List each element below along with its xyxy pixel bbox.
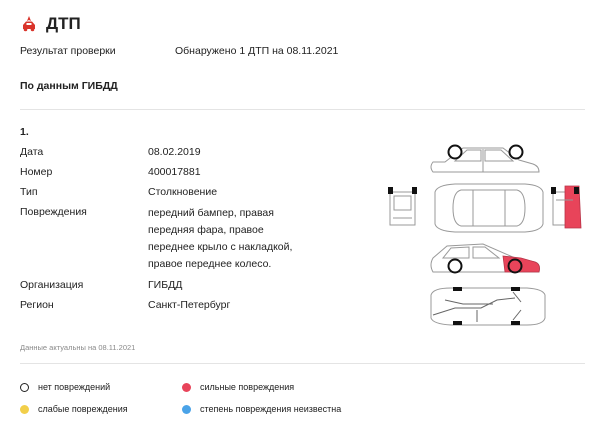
legend-dot-blue-icon [182, 405, 191, 414]
field-label-region: Регион [20, 299, 54, 311]
car-top-view [435, 184, 543, 232]
field-label-organization: Организация [20, 279, 84, 291]
divider-top [20, 109, 585, 110]
legend-label: степень повреждения неизвестна [200, 404, 342, 414]
legend-item-severe-damage [182, 382, 294, 392]
car-rear-view [551, 186, 581, 228]
legend-dot-red-icon [182, 383, 191, 392]
legend-label: слабые повреждения [38, 404, 128, 414]
page-title: ДТП [46, 14, 81, 33]
section-header [20, 12, 81, 36]
car-side-left-view [431, 146, 539, 173]
car-underbody-view [431, 287, 545, 325]
car-front-view [388, 187, 417, 225]
legend-label: нет повреждений [38, 382, 111, 392]
check-result-value: Обнаружено 1 ДТП на 08.11.2021 [175, 45, 339, 57]
legend-item-light-damage [20, 404, 128, 414]
legend-dot-white-icon [20, 383, 29, 392]
field-label-damage: Повреждения [20, 206, 87, 218]
field-label-date: Дата [20, 146, 44, 158]
field-value-damage: передний бампер, правая передняя фара, правое переднее крыло с накладкой, правое переднее колесо. [148, 207, 293, 270]
field-value-type: Столкновение [148, 186, 218, 198]
accident-number: 1. [20, 126, 29, 138]
legend-label: сильные повреждения [200, 382, 295, 392]
check-result-label: Результат проверки [20, 45, 116, 57]
field-label-number: Номер [20, 166, 53, 178]
field-value-organization: ГИБДД [148, 279, 183, 291]
legend-dot-yellow-icon [20, 405, 29, 414]
legend-item-unknown-damage [182, 404, 341, 414]
field-value-number: 400017881 [148, 166, 201, 178]
source-heading: По данным ГИБДД [20, 80, 118, 92]
car-crash-icon [20, 15, 38, 33]
divider-bottom [20, 363, 585, 364]
legend-item-no-damage [20, 382, 110, 392]
car-side-right-view [431, 244, 540, 273]
car-damage-diagram [385, 140, 585, 330]
data-actual-note: Данные актуальны на 08.11.2021 [20, 343, 136, 352]
field-label-type: Тип [20, 186, 38, 198]
field-value-region: Санкт-Петербург [148, 299, 231, 311]
field-value-date: 08.02.2019 [148, 146, 201, 158]
